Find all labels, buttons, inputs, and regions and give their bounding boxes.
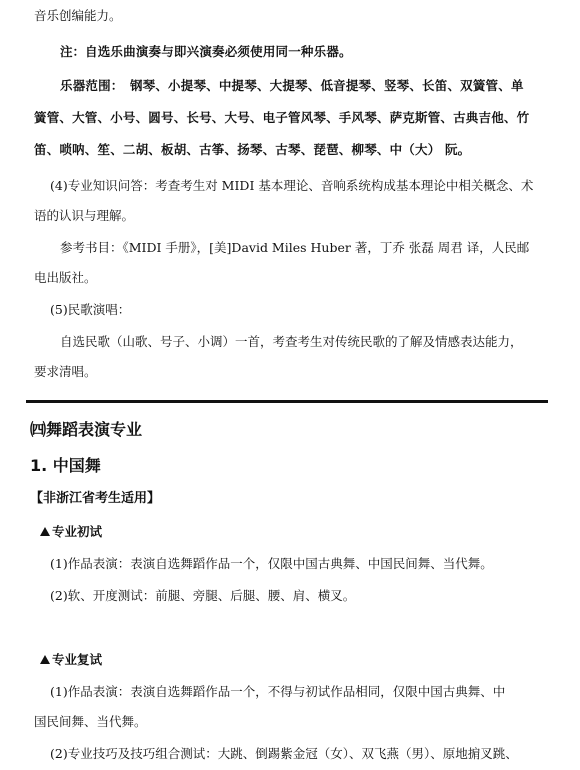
instrument-range-line-1: 乐器范围： 钢琴、小提琴、中提琴、大提琴、低音提琴、竖琴、长笛、双簧管、单	[60, 78, 524, 93]
retest-item-2-line-1: (2)专业技巧及技巧组合测试：大跳、倒踢紫金冠（女）、双飞燕（男）、原地掮叉跳、	[50, 746, 518, 761]
retest-item-1-line-1: (1)作品表演：表演自选舞蹈作品一个，不得与初试作品相同，仅限中国古典舞、中	[50, 684, 506, 699]
preliminary-title: 专业初试	[52, 524, 103, 539]
retest-item-1-line-2: 国民间舞、当代舞。	[34, 714, 147, 729]
note-paragraph	[60, 44, 560, 60]
instrument-range-line-2: 簧管、大管、小号、圆号、长号、大号、电子管风琴、手风琴、萨克斯管、古典吉他、竹	[34, 110, 530, 125]
retest-heading	[40, 652, 102, 668]
preliminary-item-1: (1)作品表演：表演自选舞蹈作品一个，仅限中国古典舞、中国民间舞、当代舞。	[50, 556, 493, 571]
section-divider	[26, 400, 548, 403]
instrument-range-line-3: 笛、唢呐、笙、二胡、板胡、古筝、扬琴、古琴、琵琶、柳琴、中（大） 阮。	[34, 142, 471, 157]
text-line-creative-ability: 音乐创编能力。	[34, 8, 122, 23]
retest-title: 专业复试	[52, 652, 103, 667]
note-text: 自选乐曲演奏与即兴演奏必须使用同一种乐器。	[85, 44, 352, 59]
triangle-bullet-icon	[40, 527, 50, 536]
reference-line-1: 参考书目：《MIDI 手册》，[美]David Miles Huber 著，丁乔 张磊 周君 译，人民邮	[60, 240, 530, 255]
applicability-label: 【非浙江省考生适用】	[30, 491, 161, 506]
item-4-line-1: (4)专业知识问答：考查考生对 MIDI 基本理论、音响系统构成基本理论中相关概念、术	[50, 178, 534, 193]
item-5-line-2: 要求清唱。	[34, 364, 97, 379]
item-5-title: (5)民歌演唱：	[50, 302, 131, 317]
reference-line-2: 电出版社。	[34, 270, 97, 285]
item-5-line-1: 自选民歌（山歌、号子、小调）一首，考查考生对传统民歌的了解及情感表达能力，	[60, 334, 523, 349]
note-label: 注：	[60, 44, 86, 59]
preliminary-heading	[40, 524, 102, 540]
preliminary-item-2: (2)软、开度测试：前腿、旁腿、后腿、腰、肩、横叉。	[50, 588, 356, 603]
triangle-bullet-icon	[40, 655, 50, 664]
item-4-line-2: 语的认识与理解。	[34, 208, 135, 223]
subsection-title: 1. 中国舞	[30, 456, 101, 475]
section-title: ㈣舞蹈表演专业	[30, 420, 143, 439]
